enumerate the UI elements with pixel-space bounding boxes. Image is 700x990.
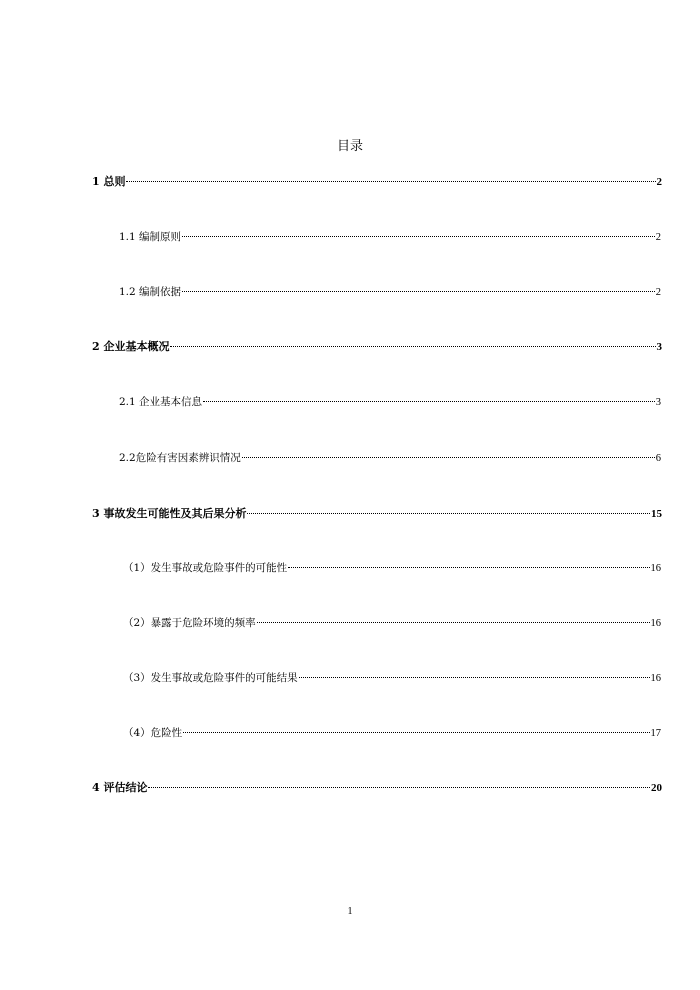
- toc-entry-page: 2: [655, 287, 661, 298]
- toc-leader-dots: [288, 567, 649, 568]
- toc-entry-label: 1.1 编制原则: [119, 231, 182, 243]
- toc-entry-label: 2.1 企业基本信息: [119, 396, 203, 408]
- toc-entry-page: 20: [651, 782, 662, 794]
- toc-entry-principles[interactable]: [119, 229, 661, 245]
- toc-entry-label: 2.2危险有害因素辨识情况: [119, 452, 241, 464]
- toc-entry-label: （2）暴露于危险环境的频率: [123, 617, 256, 629]
- toc-leader-dots: [183, 732, 649, 733]
- toc-entry-page: 3: [656, 341, 662, 353]
- toc-entry-likelihood[interactable]: [123, 560, 661, 576]
- toc-entry-danger-level[interactable]: [123, 725, 661, 741]
- toc-title: 目录: [336, 139, 363, 154]
- toc-entry-hazard-identification[interactable]: [119, 450, 661, 466]
- toc-entry-page: 17: [650, 728, 661, 739]
- toc-entry-page: 2: [656, 176, 662, 188]
- toc-entry-conclusion[interactable]: [92, 780, 662, 796]
- toc-leader-dots: [182, 236, 655, 237]
- toc-entry-label: （3）发生事故或危险事件的可能结果: [123, 672, 298, 684]
- toc-entry-consequences[interactable]: [123, 670, 661, 686]
- toc-entry-label: 2 企业基本概况: [92, 340, 170, 353]
- toc-leader-dots: [126, 181, 655, 182]
- toc-entry-company-info[interactable]: [119, 394, 661, 410]
- toc-entry-accident-analysis[interactable]: [92, 506, 662, 522]
- toc-leader-dots: [203, 401, 655, 402]
- toc-leader-dots: [247, 513, 650, 514]
- toc-entry-company-overview[interactable]: [92, 339, 662, 355]
- toc-leader-dots: [242, 457, 655, 458]
- toc-entry-page: 2: [655, 232, 661, 243]
- toc-leader-dots: [257, 622, 650, 623]
- toc-leader-dots: [170, 346, 655, 347]
- toc-entry-label: 3 事故发生可能性及其后果分析: [92, 507, 247, 520]
- toc-entry-basis[interactable]: [119, 284, 661, 300]
- toc-entry-page: 16: [650, 673, 661, 684]
- toc-entry-exposure-frequency[interactable]: [123, 615, 661, 631]
- page-number: 1: [347, 906, 353, 917]
- toc-leader-dots: [299, 677, 650, 678]
- toc-entry-page: 3: [655, 397, 661, 408]
- toc-entry-label: 4 评估结论: [92, 781, 148, 794]
- toc-entry-page: 16: [650, 618, 661, 629]
- toc-entry-page: 16: [650, 563, 661, 574]
- toc-leader-dots: [148, 787, 650, 788]
- toc-entry-label: 1 总则: [92, 175, 126, 188]
- toc-entry-page: 6: [655, 453, 661, 464]
- toc-entry-label: （1）发生事故或危险事件的可能性: [123, 562, 288, 574]
- toc-entry-label: 1.2 编制依据: [119, 286, 182, 298]
- toc-leader-dots: [182, 291, 655, 292]
- toc-entry-label: （4）危险性: [123, 727, 183, 739]
- toc-entry-page: 15: [651, 508, 662, 520]
- toc-entry-general[interactable]: [92, 174, 662, 190]
